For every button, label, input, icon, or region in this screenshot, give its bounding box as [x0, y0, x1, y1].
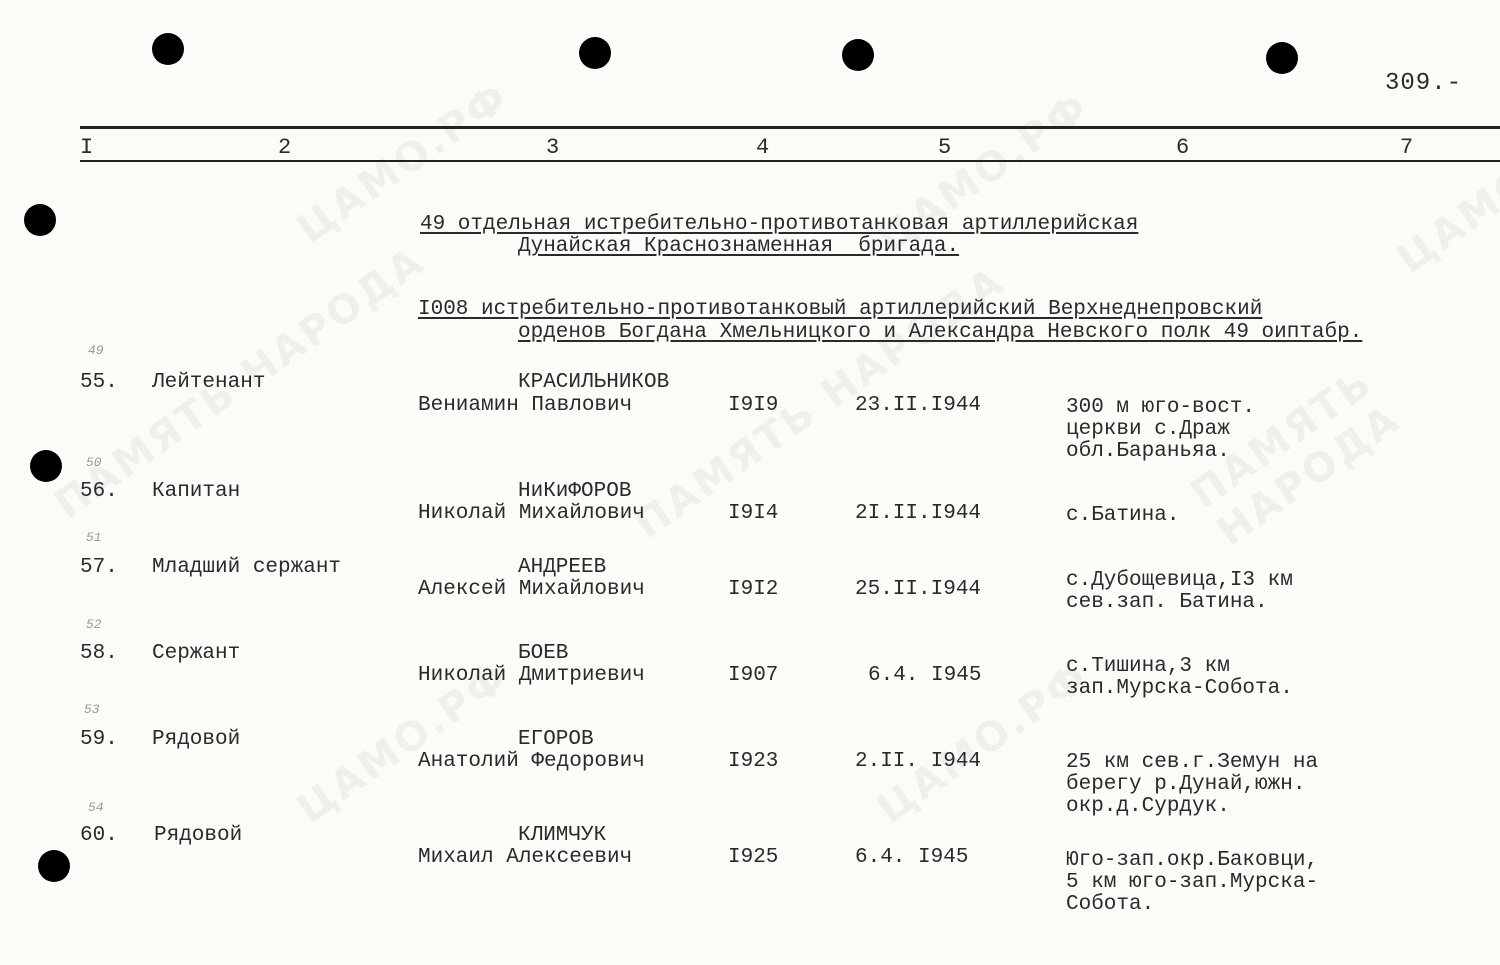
record-given-names: Анатолий Федорович	[418, 750, 645, 773]
record-rank: Капитан	[152, 480, 241, 503]
record-death-date: 23.II.I944	[855, 394, 982, 417]
column-number: 2	[278, 135, 292, 160]
header-rule-bottom	[80, 160, 1500, 162]
record-surname: КРАСИЛЬНИКОВ	[518, 371, 670, 394]
record-mark: 54	[88, 800, 104, 815]
record-rank: Лейтенант	[152, 371, 266, 394]
record-death-date: 6.4. I945	[868, 664, 982, 687]
record-rank: Рядовой	[154, 824, 243, 847]
record-mark: 52	[86, 617, 102, 632]
record-surname: БОЕВ	[518, 642, 569, 665]
record-given-names: Николай Дмитриевич	[418, 664, 645, 687]
page-number: 309.-	[1385, 70, 1463, 97]
column-number: 6	[1176, 135, 1190, 160]
column-number: 3	[546, 135, 560, 160]
record-surname: НиКиФОРОВ	[518, 480, 632, 503]
record-death-date: 2I.II.I944	[855, 502, 982, 525]
record-mark: 51	[86, 530, 102, 545]
record-birth-year: I9I2	[728, 578, 779, 601]
record-birth-year: I907	[728, 664, 779, 687]
record-surname: КЛИМЧУК	[518, 824, 607, 847]
punch-hole	[842, 39, 874, 71]
record-number: 58.	[80, 642, 118, 665]
regiment-heading-line1: I008 истребительно-противотанковый артиллерийский Верхнеднепровский	[418, 298, 1263, 321]
record-birth-year: I923	[728, 750, 779, 773]
record-death-date: 25.II.I944	[855, 578, 982, 601]
record-mark: 53	[84, 702, 100, 717]
record-mark: 50	[86, 455, 102, 470]
record-mark: 49	[88, 343, 104, 358]
column-number: 4	[756, 135, 770, 160]
record-given-names: Алексей Михайлович	[418, 578, 645, 601]
regiment-heading-line2: орденов Богдана Хмельницкого и Александра Невского полк 49 оиптабр.	[518, 321, 1363, 344]
record-burial-place: с.Тишина,3 км зап.Мурска-Собота.	[1066, 655, 1293, 700]
punch-hole	[30, 450, 62, 482]
record-rank: Сержант	[152, 642, 241, 665]
record-burial-place: с.Батина.	[1066, 504, 1180, 527]
watermark	[1389, 103, 1500, 282]
unit-heading-line2: Дунайская Краснознаменная бригада.	[518, 235, 960, 258]
record-burial-place: 25 км сев.г.Земун на берегу р.Дунай,южн. окр.д.Сурдук.	[1066, 751, 1319, 818]
record-burial-place: с.Дубощевица,I3 км сев.зап. Батина.	[1066, 569, 1293, 614]
record-birth-year: I925	[728, 846, 779, 869]
punch-hole	[152, 33, 184, 65]
record-number: 59.	[80, 728, 118, 751]
column-number: I	[80, 135, 94, 160]
record-number: 55.	[80, 371, 118, 394]
record-given-names: Николай Михайлович	[418, 502, 645, 525]
unit-heading-line1: 49 отдельная истребительно-противотанковая артиллерийская	[420, 213, 1139, 236]
record-burial-place: Юго-зап.окр.Баковци, 5 км юго-зап.Мурска- Собота.	[1066, 849, 1319, 916]
record-burial-place: 300 м юго-вост. церкви с.Драж обл.Бараньяа.	[1066, 396, 1256, 463]
record-rank: Рядовой	[152, 728, 241, 751]
record-given-names: Вениамин Павлович	[418, 394, 633, 417]
record-number: 56.	[80, 480, 118, 503]
punch-hole	[1266, 42, 1298, 74]
record-death-date: 2.II. I944	[855, 750, 982, 773]
header-rule-top	[80, 126, 1500, 129]
record-surname: АНДРЕЕВ	[518, 556, 607, 579]
record-birth-year: I9I9	[728, 394, 779, 417]
record-number: 57.	[80, 556, 118, 579]
column-number: 5	[938, 135, 952, 160]
punch-hole	[579, 37, 611, 69]
record-given-names: Михаил Алексеевич	[418, 846, 633, 869]
record-birth-year: I9I4	[728, 502, 779, 525]
punch-hole	[38, 850, 70, 882]
record-number: 60.	[80, 824, 118, 847]
record-rank: Младший сержант	[152, 556, 342, 579]
column-number: 7	[1400, 135, 1414, 160]
punch-hole	[24, 204, 56, 236]
record-surname: ЕГОРОВ	[518, 728, 594, 751]
record-death-date: 6.4. I945	[855, 846, 969, 869]
